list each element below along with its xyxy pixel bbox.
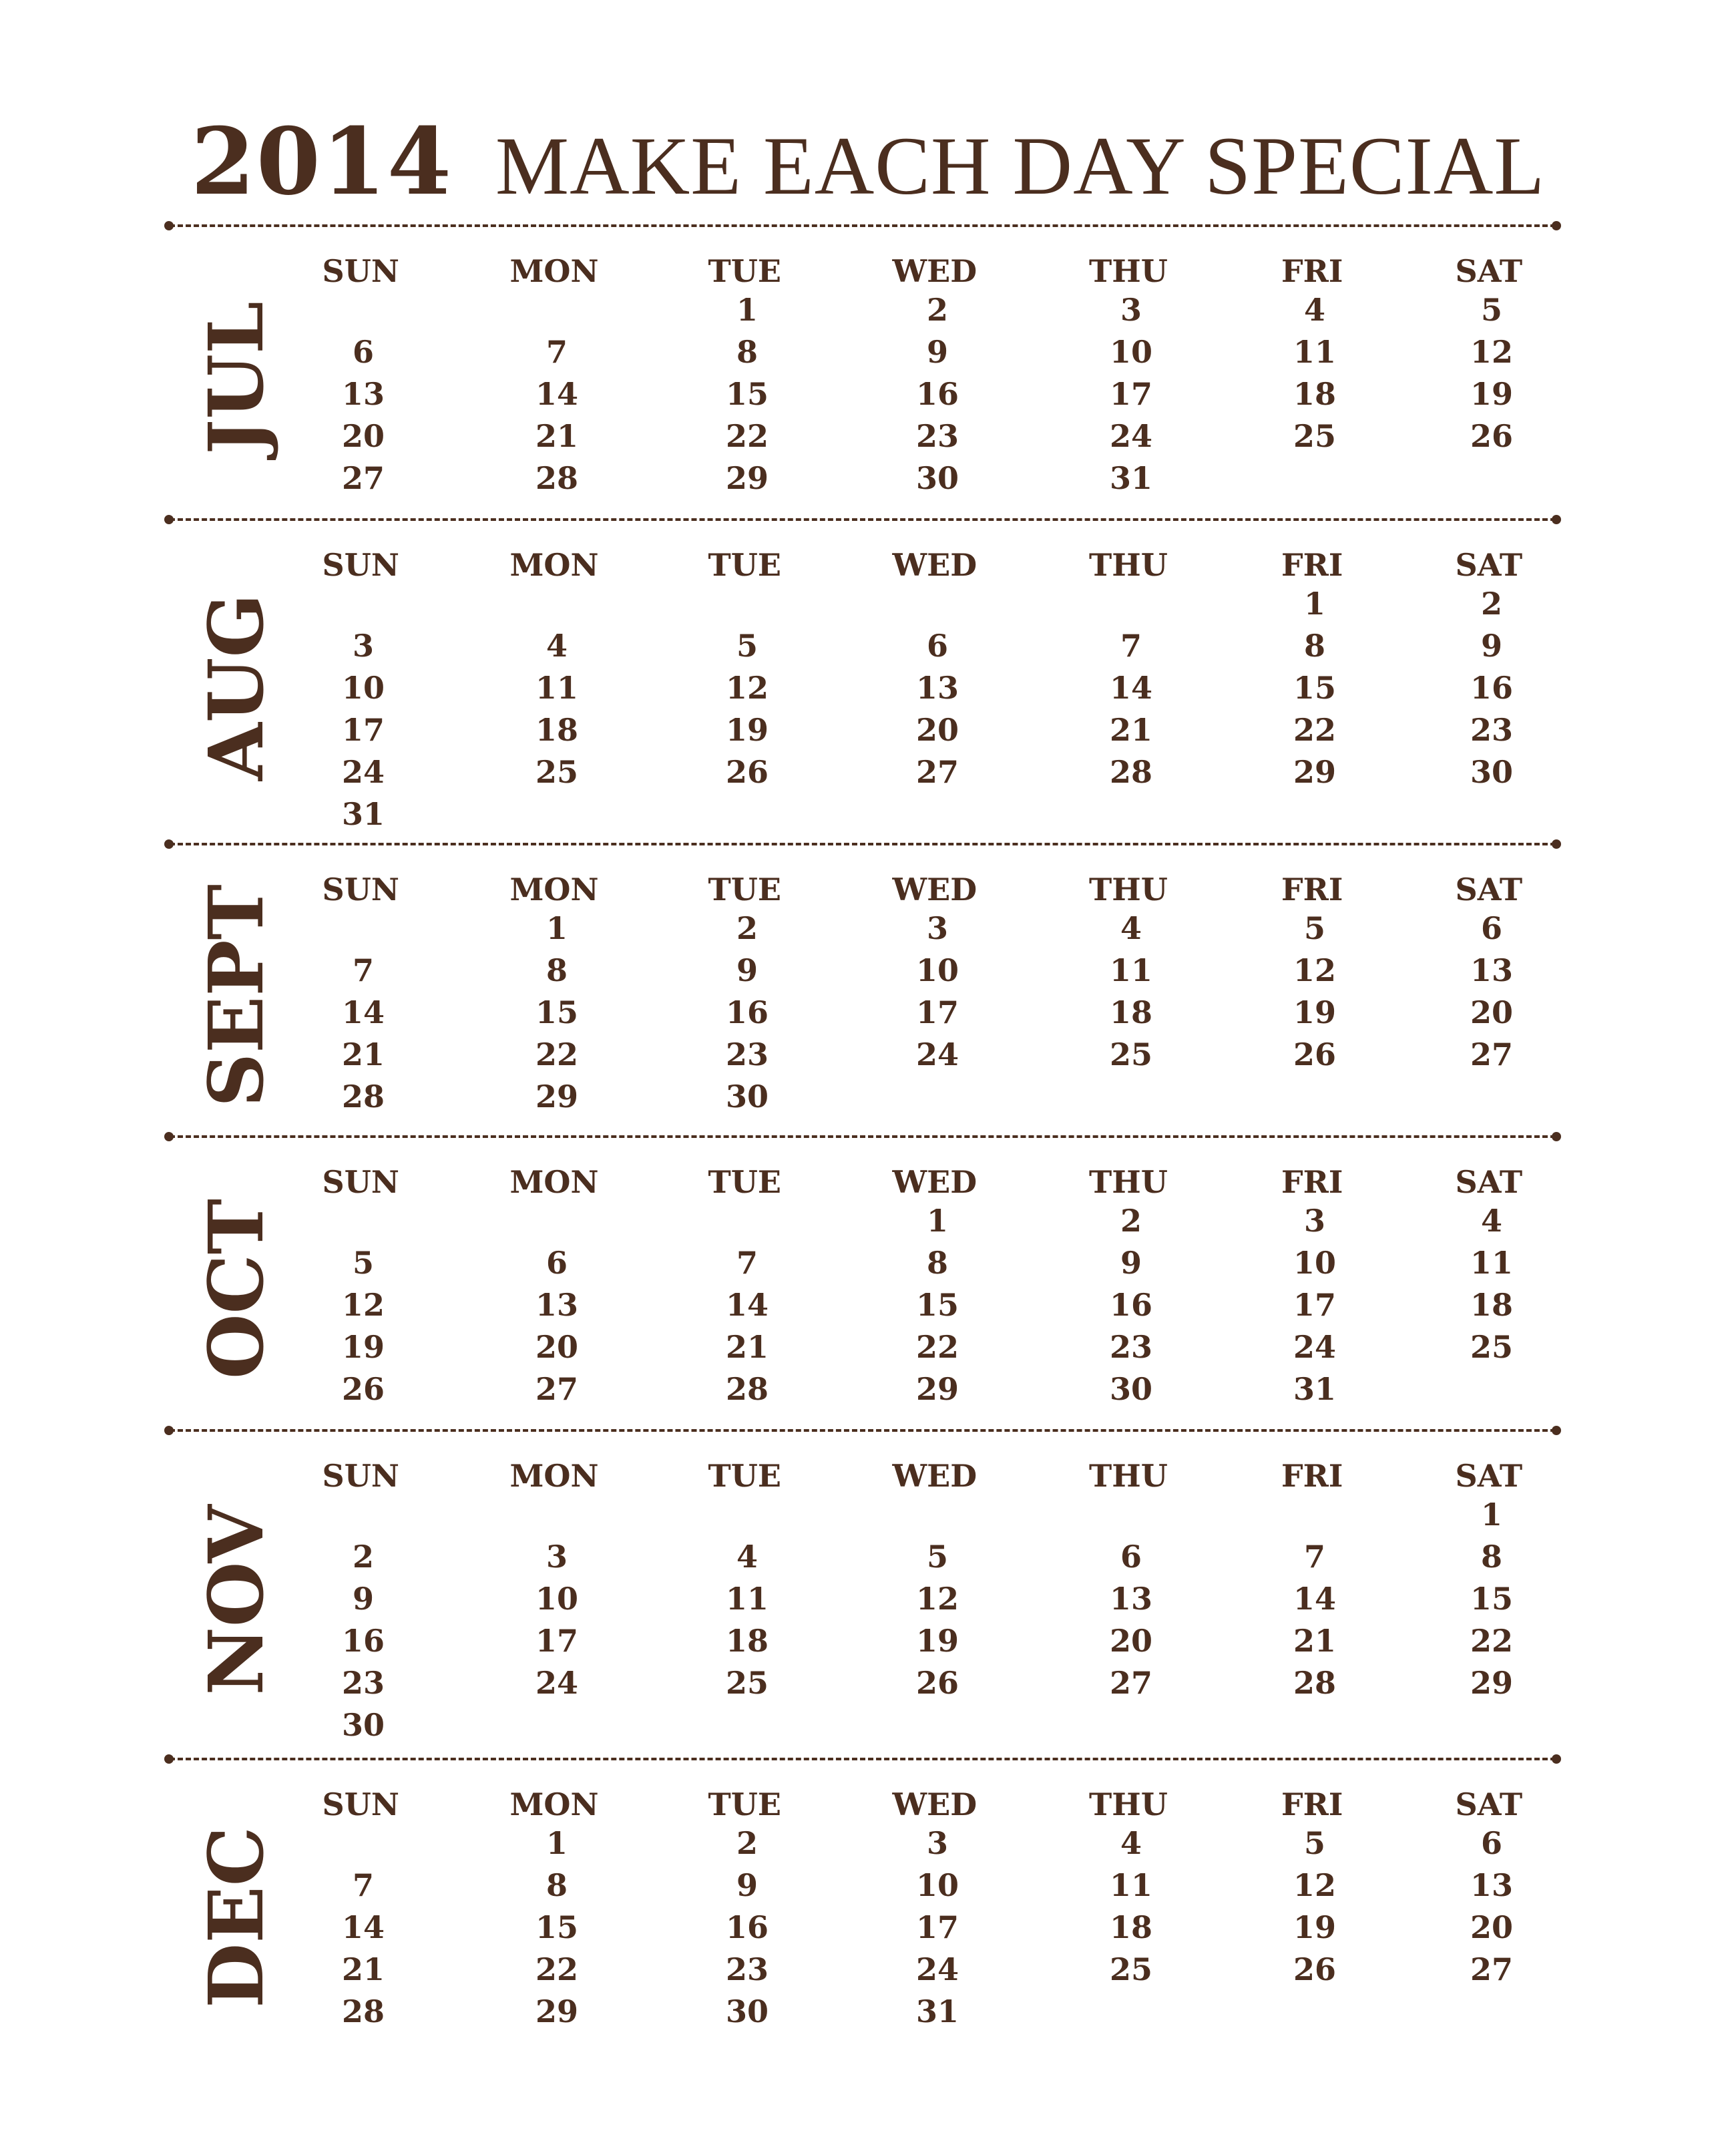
day-cell: 10: [1110, 334, 1153, 370]
day-cell: 25: [1293, 418, 1337, 454]
day-cell: 18: [1110, 1909, 1153, 1945]
weekday-header: SUN: [322, 253, 399, 289]
day-cell: 16: [1110, 1287, 1153, 1323]
day-cell: 12: [1293, 1867, 1337, 1903]
day-cell: 21: [342, 1036, 385, 1073]
day-cell: 16: [916, 376, 959, 412]
day-cell: 20: [1470, 1909, 1514, 1945]
day-cell: 22: [1293, 712, 1337, 748]
day-cell: 26: [726, 754, 769, 790]
weekday-header: SAT: [1455, 1458, 1523, 1494]
month-divider: [170, 518, 1556, 521]
day-cell: 14: [726, 1287, 769, 1323]
weekday-header: FRI: [1281, 253, 1343, 289]
weekday-header: MON: [509, 547, 599, 583]
day-cell: 12: [1293, 952, 1337, 988]
day-cell: 4: [1481, 1203, 1503, 1239]
day-cell: 28: [1293, 1665, 1337, 1701]
day-cell: 10: [916, 1867, 959, 1903]
weekday-header: TUE: [708, 547, 781, 583]
weekday-header: SUN: [322, 1164, 399, 1200]
day-cell: 27: [1470, 1951, 1514, 1987]
day-cell: 3: [353, 628, 375, 664]
day-cell: 23: [726, 1951, 769, 1987]
day-cell: 15: [535, 994, 579, 1030]
title-tagline: MAKE EACH DAY SPECIAL: [495, 120, 1546, 212]
day-cell: 19: [342, 1329, 385, 1365]
day-cell: 30: [916, 460, 959, 496]
day-cell: 13: [1470, 952, 1514, 988]
day-cell: 9: [736, 952, 758, 988]
day-cell: 24: [1110, 418, 1153, 454]
day-cell: 31: [1110, 460, 1153, 496]
day-cell: 8: [546, 1867, 568, 1903]
day-cell: 31: [342, 796, 385, 832]
day-cell: 2: [927, 292, 949, 328]
day-cell: 6: [1481, 910, 1503, 946]
day-cell: 10: [535, 1581, 579, 1617]
month-label: OCT: [193, 1198, 280, 1380]
day-cell: 30: [726, 1079, 769, 1115]
day-cell: 1: [546, 1825, 568, 1861]
day-cell: 6: [1481, 1825, 1503, 1861]
day-cell: 20: [916, 712, 959, 748]
day-cell: 13: [1470, 1867, 1514, 1903]
day-cell: 1: [1304, 586, 1326, 622]
day-cell: 21: [535, 418, 579, 454]
day-cell: 18: [1293, 376, 1337, 412]
day-cell: 27: [535, 1371, 579, 1407]
day-cell: 24: [916, 1951, 959, 1987]
weekday-header: MON: [509, 1786, 599, 1822]
weekday-header: SUN: [322, 1458, 399, 1494]
day-cell: 24: [1293, 1329, 1337, 1365]
day-cell: 22: [535, 1951, 579, 1987]
day-cell: 6: [927, 628, 949, 664]
weekday-header: WED: [892, 547, 978, 583]
day-cell: 17: [342, 712, 385, 748]
day-cell: 12: [1470, 334, 1514, 370]
day-cell: 3: [546, 1539, 568, 1575]
weekday-header: WED: [892, 1164, 978, 1200]
weekday-header: THU: [1089, 871, 1168, 908]
day-cell: 11: [1110, 1867, 1153, 1903]
month-divider: [170, 1429, 1556, 1432]
day-cell: 6: [1120, 1539, 1142, 1575]
day-cell: 7: [546, 334, 568, 370]
day-cell: 19: [1293, 994, 1337, 1030]
weekday-header: TUE: [708, 1458, 781, 1494]
day-cell: 30: [1110, 1371, 1153, 1407]
day-cell: 16: [1470, 670, 1514, 706]
day-cell: 26: [342, 1371, 385, 1407]
day-cell: 5: [1304, 1825, 1326, 1861]
day-cell: 11: [1110, 952, 1153, 988]
day-cell: 13: [535, 1287, 579, 1323]
weekday-header: FRI: [1281, 1164, 1343, 1200]
day-cell: 25: [726, 1665, 769, 1701]
weekday-header: FRI: [1281, 547, 1343, 583]
day-cell: 14: [342, 1909, 385, 1945]
day-cell: 15: [1470, 1581, 1514, 1617]
month-divider: [170, 224, 1556, 227]
day-cell: 7: [1120, 628, 1142, 664]
day-cell: 29: [535, 1993, 579, 2029]
day-cell: 4: [1120, 1825, 1142, 1861]
day-cell: 30: [1470, 754, 1514, 790]
day-cell: 28: [1110, 754, 1153, 790]
day-cell: 5: [927, 1539, 949, 1575]
day-cell: 2: [1120, 1203, 1142, 1239]
day-cell: 27: [1470, 1036, 1514, 1073]
day-cell: 17: [916, 1909, 959, 1945]
day-cell: 1: [736, 292, 758, 328]
weekday-header: FRI: [1281, 871, 1343, 908]
day-cell: 9: [1120, 1245, 1142, 1281]
day-cell: 3: [1304, 1203, 1326, 1239]
weekday-header: THU: [1089, 547, 1168, 583]
day-cell: 16: [342, 1623, 385, 1659]
day-cell: 23: [342, 1665, 385, 1701]
day-cell: 18: [726, 1623, 769, 1659]
day-cell: 11: [535, 670, 579, 706]
day-cell: 4: [736, 1539, 758, 1575]
weekday-header: SAT: [1455, 1786, 1523, 1822]
day-cell: 24: [535, 1665, 579, 1701]
day-cell: 5: [353, 1245, 375, 1281]
weekday-header: SUN: [322, 547, 399, 583]
day-cell: 18: [535, 712, 579, 748]
day-cell: 21: [1293, 1623, 1337, 1659]
day-cell: 17: [1110, 376, 1153, 412]
day-cell: 6: [353, 334, 375, 370]
day-cell: 1: [546, 910, 568, 946]
month-label: SEPT: [193, 884, 280, 1107]
day-cell: 3: [927, 910, 949, 946]
day-cell: 28: [342, 1079, 385, 1115]
day-cell: 31: [1293, 1371, 1337, 1407]
day-cell: 9: [927, 334, 949, 370]
day-cell: 17: [916, 994, 959, 1030]
weekday-header: WED: [892, 871, 978, 908]
day-cell: 7: [353, 1867, 375, 1903]
day-cell: 20: [342, 418, 385, 454]
day-cell: 16: [726, 994, 769, 1030]
day-cell: 19: [1293, 1909, 1337, 1945]
weekday-header: THU: [1089, 1458, 1168, 1494]
day-cell: 31: [916, 1993, 959, 2029]
day-cell: 3: [927, 1825, 949, 1861]
day-cell: 26: [1470, 418, 1514, 454]
weekday-header: THU: [1089, 1786, 1168, 1822]
weekday-header: TUE: [708, 1164, 781, 1200]
month-divider: [170, 1758, 1556, 1760]
day-cell: 29: [1293, 754, 1337, 790]
day-cell: 19: [916, 1623, 959, 1659]
day-cell: 26: [1293, 1951, 1337, 1987]
day-cell: 5: [1481, 292, 1503, 328]
day-cell: 20: [535, 1329, 579, 1365]
day-cell: 21: [342, 1951, 385, 1987]
day-cell: 4: [546, 628, 568, 664]
day-cell: 22: [535, 1036, 579, 1073]
weekday-header: FRI: [1281, 1458, 1343, 1494]
day-cell: 21: [726, 1329, 769, 1365]
weekday-header: WED: [892, 253, 978, 289]
day-cell: 6: [546, 1245, 568, 1281]
weekday-header: WED: [892, 1786, 978, 1822]
weekday-header: TUE: [708, 1786, 781, 1822]
weekday-header: SUN: [322, 1786, 399, 1822]
weekday-header: SAT: [1455, 547, 1523, 583]
day-cell: 15: [726, 376, 769, 412]
day-cell: 27: [916, 754, 959, 790]
day-cell: 13: [916, 670, 959, 706]
weekday-header: MON: [509, 871, 599, 908]
day-cell: 19: [1470, 376, 1514, 412]
day-cell: 22: [916, 1329, 959, 1365]
weekday-header: SUN: [322, 871, 399, 908]
day-cell: 29: [916, 1371, 959, 1407]
day-cell: 23: [726, 1036, 769, 1073]
day-cell: 8: [927, 1245, 949, 1281]
day-cell: 14: [535, 376, 579, 412]
title-year: 2014: [190, 107, 453, 216]
day-cell: 10: [1293, 1245, 1337, 1281]
day-cell: 27: [342, 460, 385, 496]
day-cell: 2: [736, 1825, 758, 1861]
weekday-header: THU: [1089, 253, 1168, 289]
month-label: NOV: [193, 1505, 280, 1696]
day-cell: 20: [1470, 994, 1514, 1030]
weekday-header: MON: [509, 1458, 599, 1494]
day-cell: 12: [916, 1581, 959, 1617]
day-cell: 18: [1470, 1287, 1514, 1323]
day-cell: 14: [342, 994, 385, 1030]
day-cell: 10: [342, 670, 385, 706]
day-cell: 25: [535, 754, 579, 790]
day-cell: 17: [535, 1623, 579, 1659]
day-cell: 2: [353, 1539, 375, 1575]
weekday-header: MON: [509, 1164, 599, 1200]
weekday-header: THU: [1089, 1164, 1168, 1200]
day-cell: 4: [1304, 292, 1326, 328]
day-cell: 18: [1110, 994, 1153, 1030]
day-cell: 24: [916, 1036, 959, 1073]
day-cell: 9: [1481, 628, 1503, 664]
month-label: AUG: [193, 593, 280, 781]
day-cell: 8: [546, 952, 568, 988]
day-cell: 3: [1120, 292, 1142, 328]
day-cell: 29: [1470, 1665, 1514, 1701]
day-cell: 15: [535, 1909, 579, 1945]
day-cell: 1: [1481, 1497, 1503, 1533]
day-cell: 28: [535, 460, 579, 496]
day-cell: 7: [736, 1245, 758, 1281]
weekday-header: SAT: [1455, 871, 1523, 908]
day-cell: 9: [736, 1867, 758, 1903]
weekday-header: TUE: [708, 253, 781, 289]
day-cell: 12: [726, 670, 769, 706]
calendar-title: [0, 107, 1736, 240]
day-cell: 19: [726, 712, 769, 748]
day-cell: 12: [342, 1287, 385, 1323]
day-cell: 5: [736, 628, 758, 664]
day-cell: 13: [1110, 1581, 1153, 1617]
day-cell: 23: [1470, 712, 1514, 748]
day-cell: 16: [726, 1909, 769, 1945]
day-cell: 28: [726, 1371, 769, 1407]
day-cell: 17: [1293, 1287, 1337, 1323]
day-cell: 25: [1110, 1951, 1153, 1987]
month-divider: [170, 843, 1556, 845]
day-cell: 30: [726, 1993, 769, 2029]
day-cell: 2: [1481, 586, 1503, 622]
day-cell: 15: [1293, 670, 1337, 706]
day-cell: 11: [726, 1581, 769, 1617]
day-cell: 29: [535, 1079, 579, 1115]
day-cell: 11: [1470, 1245, 1514, 1281]
day-cell: 1: [927, 1203, 949, 1239]
day-cell: 10: [916, 952, 959, 988]
day-cell: 25: [1110, 1036, 1153, 1073]
day-cell: 22: [1470, 1623, 1514, 1659]
month-divider: [170, 1135, 1556, 1138]
day-cell: 14: [1110, 670, 1153, 706]
day-cell: 26: [1293, 1036, 1337, 1073]
day-cell: 20: [1110, 1623, 1153, 1659]
day-cell: 22: [726, 418, 769, 454]
day-cell: 15: [916, 1287, 959, 1323]
day-cell: 23: [916, 418, 959, 454]
day-cell: 30: [342, 1707, 385, 1743]
day-cell: 26: [916, 1665, 959, 1701]
month-label: DEC: [193, 1826, 280, 2008]
day-cell: 23: [1110, 1329, 1153, 1365]
day-cell: 2: [736, 910, 758, 946]
day-cell: 28: [342, 1993, 385, 2029]
day-cell: 27: [1110, 1665, 1153, 1701]
weekday-header: SAT: [1455, 253, 1523, 289]
day-cell: 5: [1304, 910, 1326, 946]
weekday-header: WED: [892, 1458, 978, 1494]
day-cell: 24: [342, 754, 385, 790]
day-cell: 13: [342, 376, 385, 412]
day-cell: 7: [1304, 1539, 1326, 1575]
day-cell: 8: [1304, 628, 1326, 664]
day-cell: 21: [1110, 712, 1153, 748]
weekday-header: SAT: [1455, 1164, 1523, 1200]
weekday-header: FRI: [1281, 1786, 1343, 1822]
day-cell: 4: [1120, 910, 1142, 946]
day-cell: 9: [353, 1581, 375, 1617]
month-label: JUL: [193, 301, 280, 455]
day-cell: 7: [353, 952, 375, 988]
weekday-header: MON: [509, 253, 599, 289]
day-cell: 25: [1470, 1329, 1514, 1365]
day-cell: 29: [726, 460, 769, 496]
weekday-header: TUE: [708, 871, 781, 908]
day-cell: 8: [736, 334, 758, 370]
day-cell: 8: [1481, 1539, 1503, 1575]
day-cell: 14: [1293, 1581, 1337, 1617]
day-cell: 11: [1293, 334, 1337, 370]
